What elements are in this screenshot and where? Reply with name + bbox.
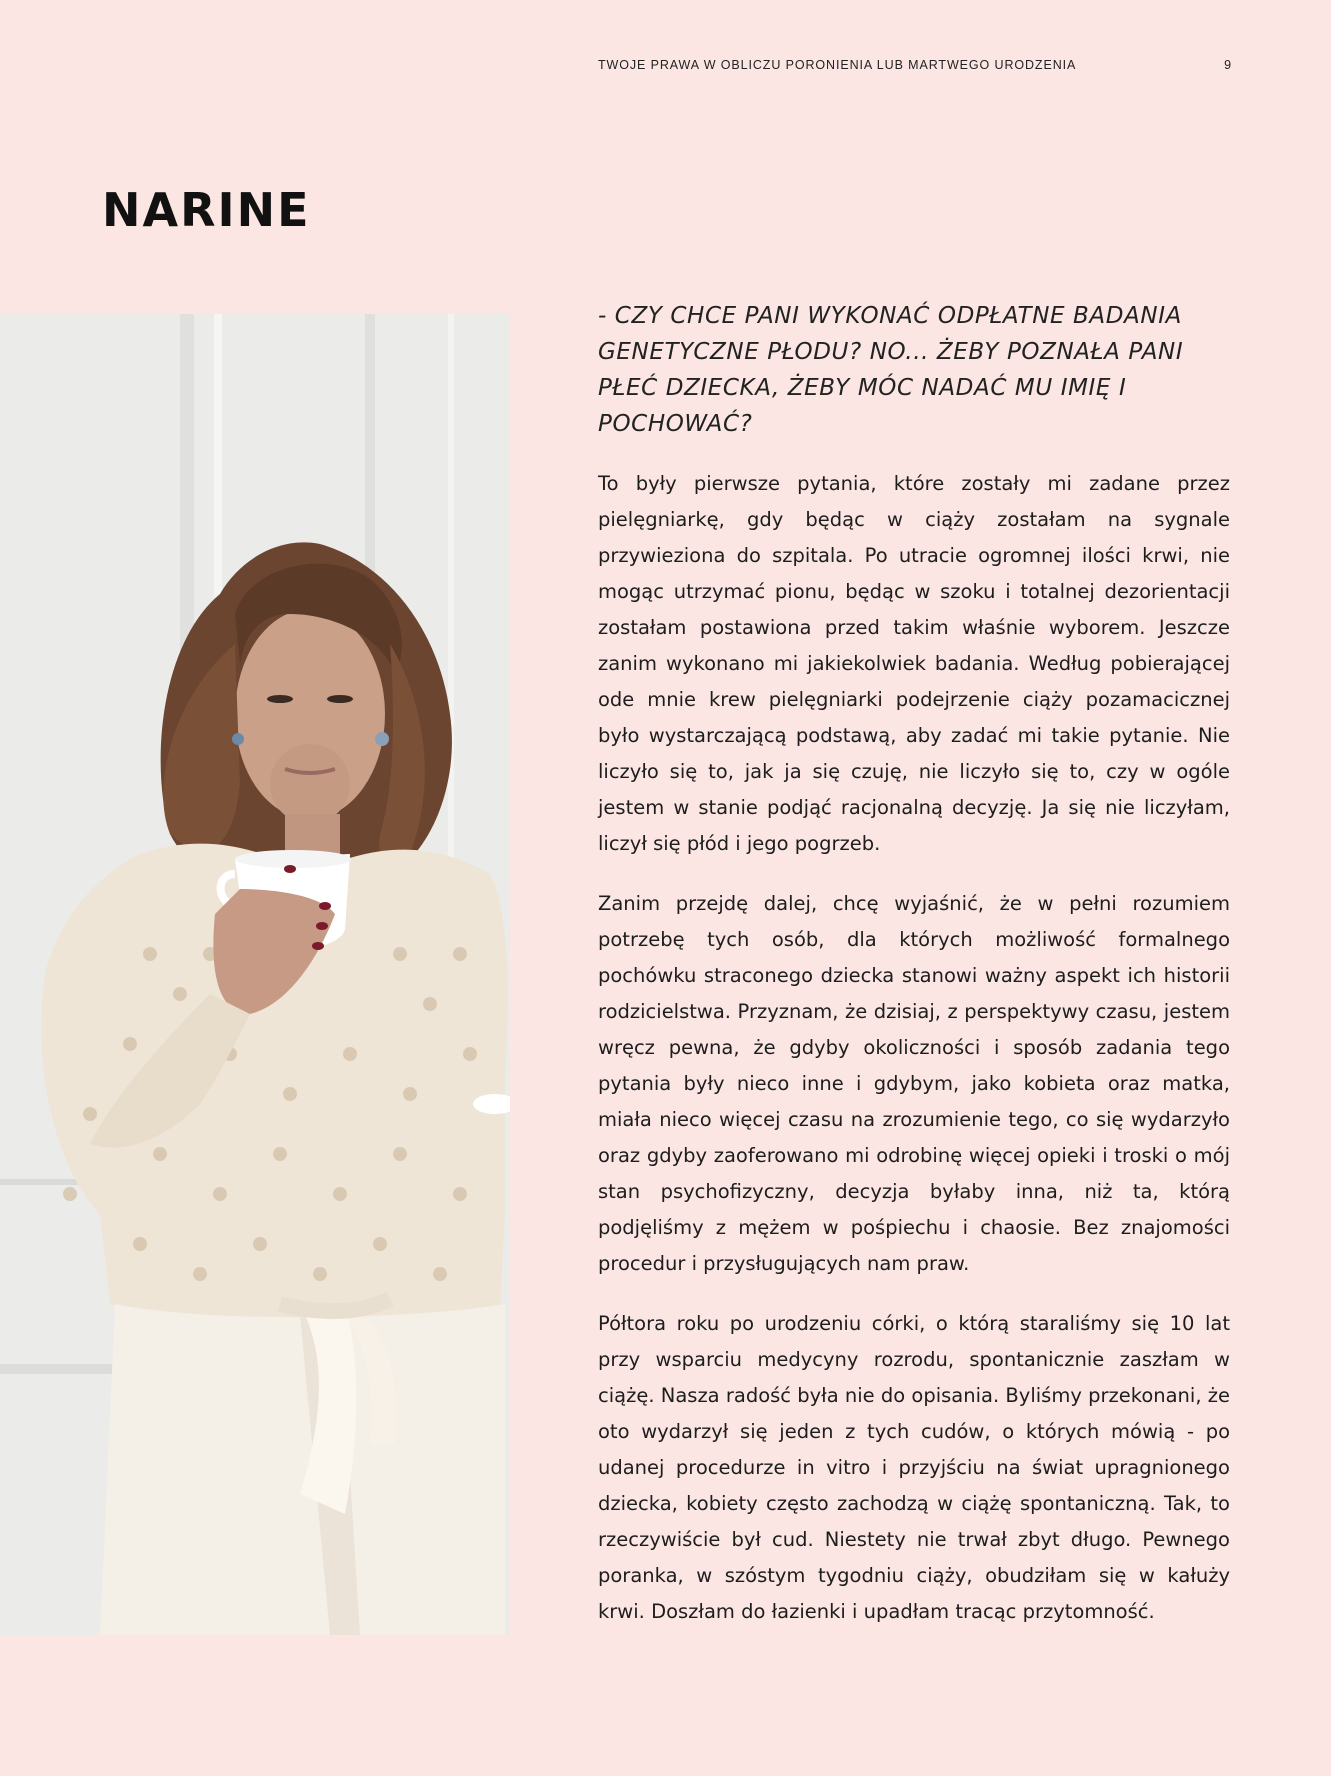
page-number: 9 — [1224, 58, 1232, 72]
paragraph-2: Zanim przejdę dalej, chcę wyjaśnić, że w pełni rozumiem potrzebę tych osób, dla których możliwość formalnego pochówku straconego dziecka stanowi ważny aspekt ich historii rodzicielstwa. Przyznam, że dzisiaj, z perspektywy czasu, jestem wręcz pewna, że gdyby okoliczności i sposób zadania tego pytania były nieco inne i gdybym, jako kobieta oraz matka, miała nieco więcej czasu na zrozumienie tego, co się wydarzyło oraz gdyby zaoferowano mi odrobinę więcej opieki i troski o mój stan psychofizyczny, decyzja byłaby inna, niż ta, którą podjęliśmy z mężem w pośpiechu i chaosie. Bez znajomości procedur i przysługujących nam praw. — [598, 892, 1230, 1275]
portrait-photo — [0, 314, 510, 1635]
page-title: NARINE — [102, 183, 311, 237]
article-body — [598, 466, 1230, 1654]
paragraph-1: To były pierwsze pytania, które zostały mi zadane przez pielęgniarkę, gdy będąc w ciąży zostałam na sygnale przywieziona do szpitala. Po utracie ogromnej ilości krwi, nie mogąc utrzymać pionu, będąc w szoku i totalnej dezorientacji zostałam postawiona przed takim właśnie wyborem. Jeszcze zanim wykonano mi jakiekolwiek badania. Według pobierającej ode mnie krew pielęgniarki podejrzenie ciąży pozamacicznej było wystarczającą podstawą, aby zadać mi takie pytanie. Nie liczyło się to, jak ja się czuję, nie liczyło się to, czy w ogóle jestem w stanie podjąć racjonalną decyzję. Ja się nie liczyłam, liczył się płód i jego pogrzeb. — [598, 472, 1230, 855]
pull-quote: - CZY CHCE PANI WYKONAĆ ODPŁATNE BADANIA GENETYCZNE PŁODU? NO... ŻEBY POZNAŁA PANI PŁEĆ DZIECKA, ŻEBY MÓC NADAĆ MU IMIĘ I POCHOWAĆ? — [598, 303, 1184, 437]
running-title: TWOJE PRAWA W OBLICZU PORONIENIA LUB MARTWEGO URODZENIA — [598, 58, 1077, 72]
paragraph-3: Półtora roku po urodzeniu córki, o którą staraliśmy się 10 lat przy wsparciu medycyny rozrodu, spontanicznie zaszłam w ciążę. Nasza radość była nie do opisania. Byliśmy przekonani, że oto wydarzył się jeden z tych cudów, o których mówią - po udanej procedurze in vitro i przyjściu na świat upragnionego dziecka, kobiety często zachodzą w ciążę spontaniczną. Tak, to rzeczywiście był cud. Niestety nie trwał zbyt długo. Pewnego poranka, w szóstym tygodniu ciąży, obudziłam się w kałuży krwi. Doszłam do łazienki i upadłam tracąc przytomność. — [598, 1312, 1230, 1623]
running-header — [598, 58, 1232, 72]
